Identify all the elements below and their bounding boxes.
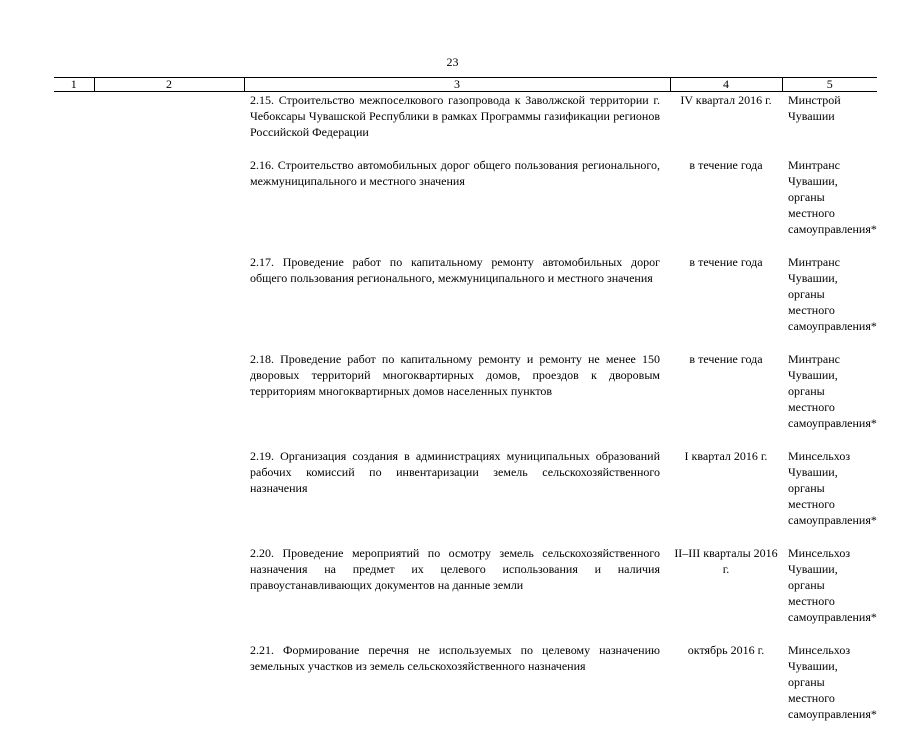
table-row <box>54 92 877 158</box>
table-row <box>54 351 877 448</box>
table-row <box>54 254 877 351</box>
column-number-2: 2 <box>94 78 244 92</box>
task-term: в течение года <box>689 158 763 172</box>
table-row <box>54 642 877 739</box>
cell-empty <box>54 545 94 642</box>
task-executor: Минсельхоз Чувашии, органы местного самоуправления* <box>788 449 877 527</box>
task-text: 2.21. Формирование перечня не используемых по целевому назначению земельных участков из земель сельскохозяйственного назначения <box>250 643 660 673</box>
table-row <box>54 448 877 545</box>
task-text: 2.15. Строительство межпоселкового газопровода к Заволжской территории г. Чебоксары Чувашской Республики в рамках Программы газификации регионов Российской Федерации <box>250 93 660 139</box>
page-number: 23 <box>446 55 459 69</box>
cell-empty <box>94 545 244 642</box>
task-term: IV квартал 2016 г. <box>680 93 772 107</box>
cell-empty <box>54 642 94 739</box>
table-row <box>54 545 877 642</box>
column-number-3: 3 <box>244 78 670 92</box>
task-term: октябрь 2016 г. <box>687 643 765 657</box>
task-term: в течение года <box>689 255 763 269</box>
task-executor: Минтранс Чувашии, органы местного самоуправления* <box>788 158 877 236</box>
task-executor: Минтранс Чувашии, органы местного самоуправления* <box>788 352 877 430</box>
cell-empty <box>94 351 244 448</box>
task-term: в течение года <box>689 352 763 366</box>
task-executor: Минстрой Чувашии <box>788 93 841 123</box>
column-number-1: 1 <box>54 78 94 92</box>
cell-empty <box>54 448 94 545</box>
table-row <box>54 157 877 254</box>
cell-empty <box>94 448 244 545</box>
cell-empty <box>94 254 244 351</box>
cell-empty <box>94 642 244 739</box>
task-text: 2.16. Строительство автомобильных дорог общего пользования регионального, межмуниципального и местного значения <box>250 158 660 188</box>
task-executor: Минсельхоз Чувашии, органы местного самоуправления* <box>788 546 877 624</box>
cell-empty <box>54 157 94 254</box>
task-text: 2.17. Проведение работ по капитальному ремонту автомобильных дорог общего пользования регионального, межмуниципального и местного значения <box>250 255 660 285</box>
cell-empty <box>94 92 244 158</box>
task-executor: Минсельхоз Чувашии, органы местного самоуправления* <box>788 643 877 721</box>
column-number-row <box>54 78 877 92</box>
cell-empty <box>54 254 94 351</box>
column-number-5: 5 <box>782 78 877 92</box>
task-term: I квартал 2016 г. <box>684 449 768 463</box>
cell-empty <box>54 92 94 158</box>
task-text: 2.20. Проведение мероприятий по осмотру земель сельскохозяйственного назначения на предмет их целевого использования и наличия правоустанавливающих документов на данные земли <box>250 546 660 592</box>
task-term: II–III кварталы 2016 г. <box>674 546 778 576</box>
task-executor: Минтранс Чувашии, органы местного самоуправления* <box>788 255 877 333</box>
cell-empty <box>94 157 244 254</box>
column-number-4: 4 <box>670 78 782 92</box>
task-text: 2.19. Организация создания в администрациях муниципальных образований рабочих комиссий по инвентаризации земель сельскохозяйственного назначения <box>250 449 660 495</box>
cell-empty <box>54 351 94 448</box>
task-text: 2.18. Проведение работ по капитальному ремонту и ремонту не менее 150 дворовых территорий многоквартирных домов, проездов к дворовым территориям многоквартирных домов населенных пунктов <box>250 352 660 398</box>
